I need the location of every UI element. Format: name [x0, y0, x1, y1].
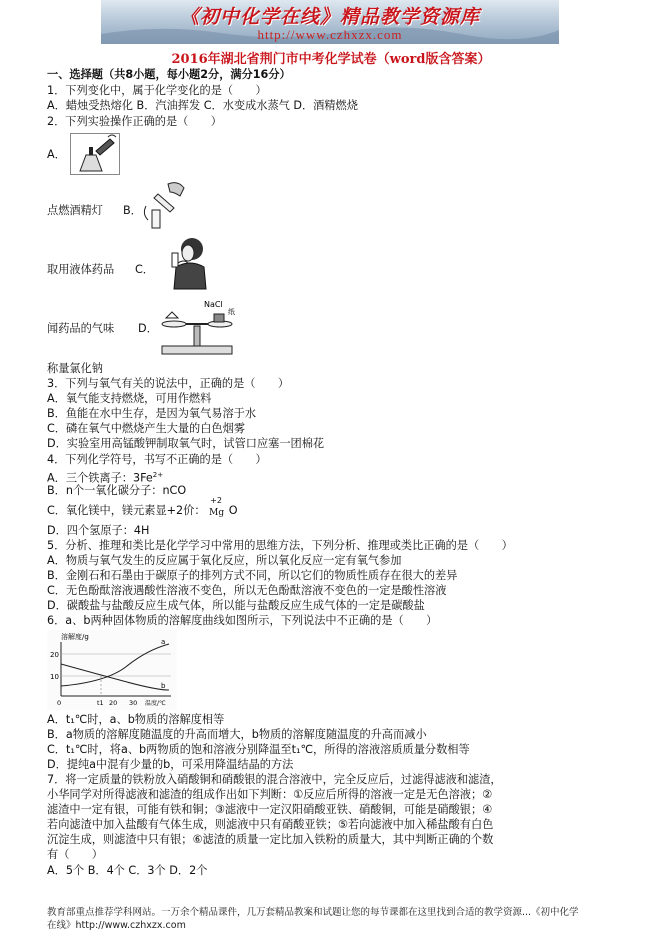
chart-ytick-10: 10: [50, 673, 59, 681]
question-5-option-c: C．无色酚酞溶液遇酸性溶液不变色，所以无色酚酞溶液不变色的一定是酸性溶液: [47, 584, 447, 597]
paper-label: 纸: [228, 308, 235, 316]
footer-line-1: 教育部重点推荐学科网站。一万余个精品课件，几万套精品教案和试题让您的每节课都在这里找到合适的教学资源...《初中化学: [47, 907, 579, 918]
page-footer: [47, 906, 627, 932]
question-6-option-b: B．a物质的溶解度随温度的升高而增大，b物质的溶解度随温度的升高而减小: [47, 728, 427, 741]
question-4-option-a-text: A．三个铁离子：3Fe: [47, 471, 153, 485]
question-2-stem: 2．下列实验操作正确的是（ ）: [47, 115, 222, 128]
chart-xlabel: 温度/℃: [145, 700, 166, 707]
footer-line-2[interactable]: 在线》http://www.czhxzx.com: [47, 920, 186, 931]
question-2-option-a-label: A．: [47, 148, 66, 161]
question-5-option-b: B．金刚石和石墨由于碳原子的排列方式不同，所以它们的物质性质存在很大的差异: [47, 569, 458, 582]
question-7-line-3: 滤渣中一定有银，可能有铁和铜；③滤液中一定汉阳硝酸亚铁、硝酸铜，可能是硝酸银；④: [47, 803, 493, 816]
chart-xtick-t1: t1: [97, 699, 104, 707]
question-5-option-a: A．物质与氧气发生的反应属于氧化反应，所以氧化反应一定有氧气参加: [47, 554, 402, 567]
question-5-option-d: D．碳酸盐与盐酸反应生成气体，所以能与盐酸反应生成气体的一定是碳酸盐: [47, 599, 425, 612]
valence-notation: [209, 496, 225, 518]
chart-xtick-30: 30: [129, 699, 138, 707]
curve-b-label: b: [161, 682, 166, 690]
question-4-option-b: B．n个一氧化碳分子：nCO: [47, 484, 187, 497]
question-2-option-a-caption: 点燃酒精灯: [47, 204, 103, 217]
question-7-line-5: 沉淀生成，则滤渣中只有银；⑥滤渣的质量一定比加入铁粉的质量大，其中判断正确的个数: [47, 833, 494, 846]
question-7-line-6: 有（ ）: [47, 848, 103, 861]
valence-charge: +2: [210, 496, 222, 505]
question-2-option-d-label: D．: [138, 322, 158, 335]
solubility-chart: [47, 630, 177, 710]
question-2-option-d-caption: 称量氯化钠: [47, 362, 103, 375]
question-4-option-c: [47, 496, 238, 518]
question-7-line-1: 7．将一定质量的铁粉放入硝酸铜和硝酸银的混合溶液中，完全反应后，过滤得滤液和滤渣，: [47, 773, 502, 786]
smelling-figure: [160, 233, 212, 291]
question-6-option-a: A．t₁℃时，a、b物质的溶解度相等: [47, 713, 225, 726]
question-2-option-c-label: C．: [135, 263, 154, 276]
chart-ytick-20: 20: [50, 651, 59, 659]
question-4-option-a-charge: 2+: [152, 471, 164, 479]
question-7-line-2: 小华同学对所得滤液和滤渣的组成作出如下判断：①反应后所得的溶液一定是无色溶液；②: [47, 788, 493, 801]
chart-ylabel: 溶解度/g: [61, 633, 89, 641]
document-title: 2016年湖北省荆门市中考化学试卷（word版含答案）: [171, 52, 491, 67]
question-4-stem: 4．下列化学符号，书写不正确的是（ ）: [47, 453, 267, 466]
question-6-option-c: C．t₁℃时，将a、b两物质的饱和溶液分别降温至t₁℃，所得的溶液溶质质量分数相等: [47, 743, 470, 756]
question-2-option-b-label: B．: [123, 204, 142, 217]
question-3-option-b: B．鱼能在水中生存，是因为氧气易溶于水: [47, 407, 257, 420]
lighting-lamp-figure: [70, 133, 120, 175]
question-6-stem: 6．a、b两种固体物质的溶解度曲线如图所示，下列说法中不正确的是（ ）: [47, 614, 438, 627]
question-7-line-4: 若向滤渣中加入盐酸有气体生成，则滤液中只有硝酸亚铁；⑤若向滤液中加入稀盐酸有白色: [47, 818, 494, 831]
question-3-option-d: D．实验室用高锰酸钾制取氧气时，试管口应塞一团棉花: [47, 437, 325, 450]
question-7-options: A．5个 B．4个 C．3个 D．2个: [47, 864, 208, 877]
pouring-liquid-figure: [140, 180, 190, 230]
question-1-stem: 1．下列变化中，属于化学变化的是（ ）: [47, 84, 267, 97]
question-1-options: A．蜡烛受热熔化 B．汽油挥发 C．水变成水蒸气 D．酒精燃烧: [47, 99, 358, 112]
question-3-stem: 3．下列与氧气有关的说法中，正确的是（ ）: [47, 377, 290, 390]
question-3-option-a: A．氧气能支持燃烧，可用作燃料: [47, 392, 212, 405]
question-2-option-c-caption: 闻药品的气味: [47, 322, 115, 335]
banner-url[interactable]: http://www.czhxzx.com: [257, 27, 403, 42]
balance-figure: [158, 296, 238, 358]
section-heading: 一、选择题（共8小题，每小题2分，满分16分）: [47, 68, 291, 81]
banner-title: 《初中化学在线》精品教学资源库: [179, 6, 480, 28]
question-5-stem: 5．分析、推理和类比是化学学习中常用的思维方法，下列分析、推理或类比正确的是（ ）: [47, 539, 513, 552]
question-4-option-d: D．四个氢原子：4H: [47, 524, 150, 537]
valence-element: Mg: [209, 508, 225, 518]
question-4-option-c-text: C．氧化镁中，镁元素显+2价：: [47, 504, 206, 517]
question-4-option-c-oxygen: O: [228, 504, 238, 517]
nacl-label: NaCl: [204, 300, 223, 309]
header-banner: [101, 0, 559, 44]
curve-a-label: a: [161, 638, 166, 646]
chart-xtick-0: 0: [57, 699, 62, 707]
chart-xtick-20: 20: [109, 699, 118, 707]
question-2-option-b-caption: 取用液体药品: [47, 263, 115, 276]
question-6-option-d: D．提纯a中混有少量的b，可采用降温结晶的方法: [47, 758, 294, 771]
question-3-option-c: C．磷在氧气中燃烧产生大量的白色烟雾: [47, 422, 246, 435]
